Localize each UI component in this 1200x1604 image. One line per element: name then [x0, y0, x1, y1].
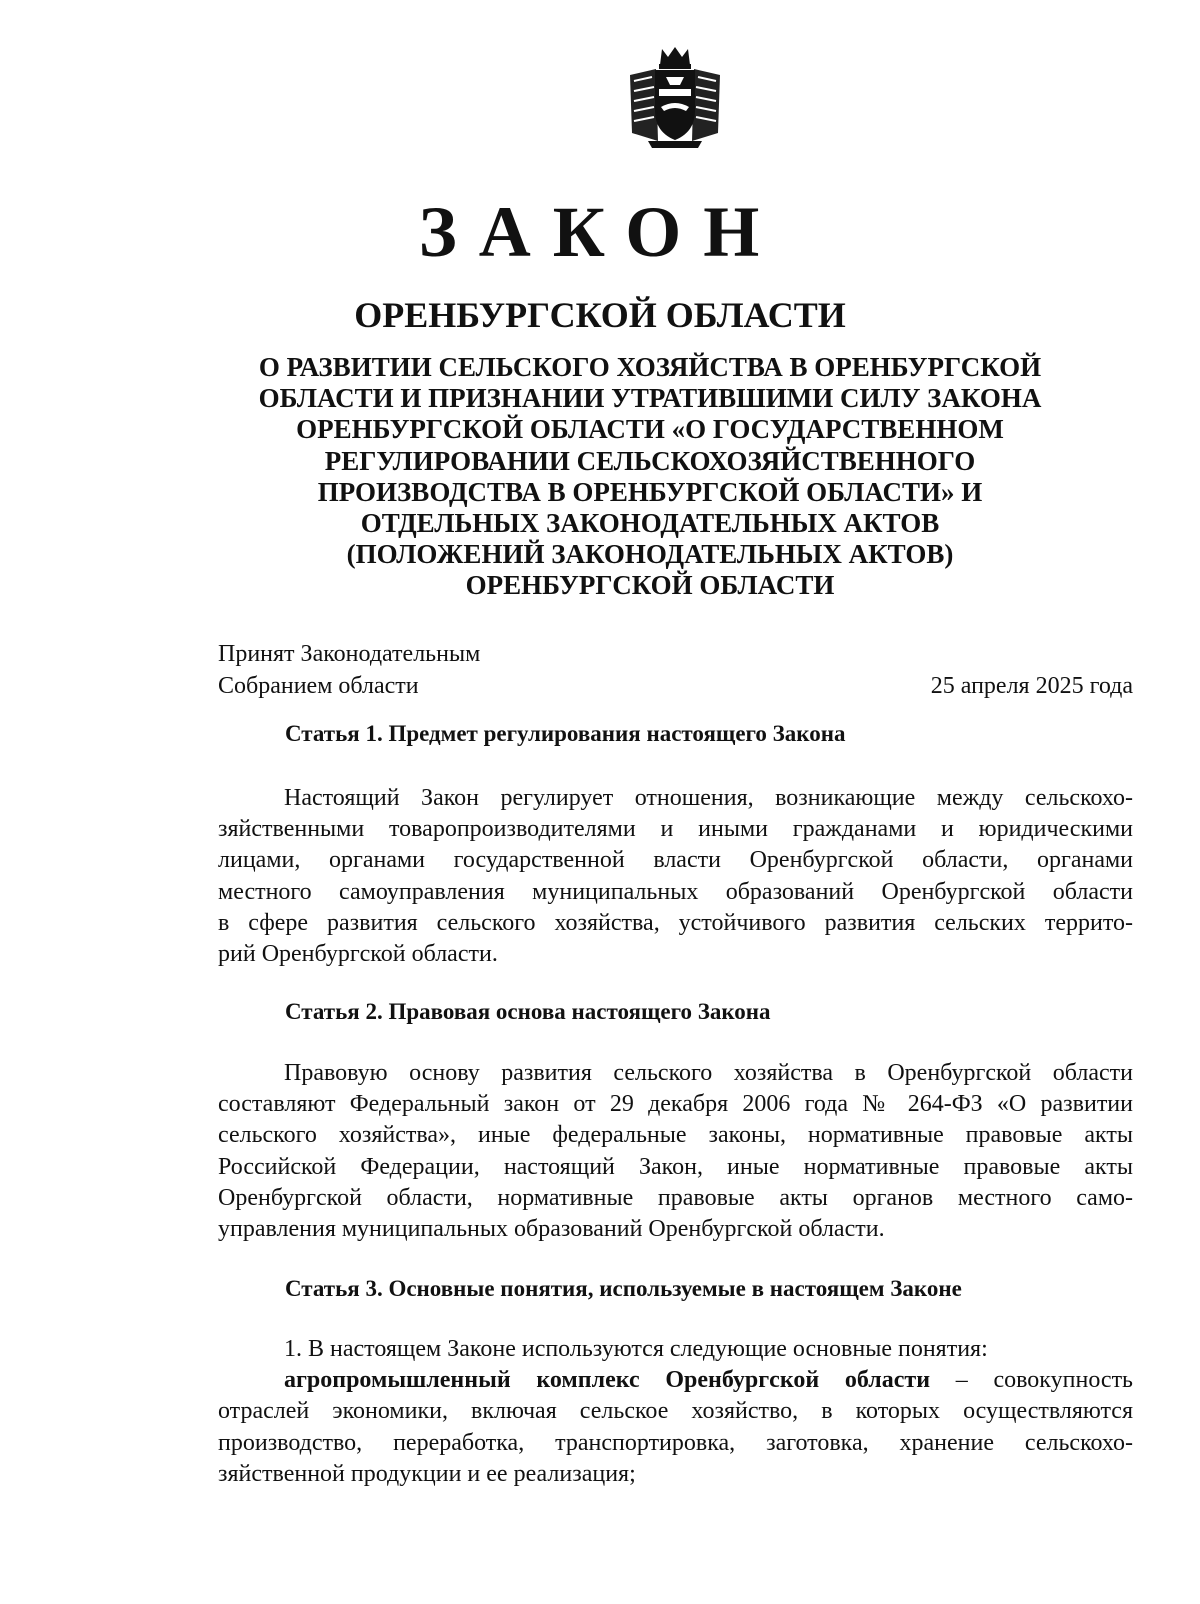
law-name-line: ОБЛАСТИ И ПРИЗНАНИИ УТРАТИВШИМИ СИЛУ ЗАКОНА — [258, 383, 1042, 414]
text-line: в сфере развития сельского хозяйства, устойчивого развития сельских террито- — [218, 909, 1133, 936]
document-title: ЗАКОН — [418, 192, 782, 272]
article-3-heading: Статья 3. Основные понятия, используемые в настоящем Законе — [285, 1276, 962, 1301]
law-name-line: (ПОЛОЖЕНИЙ ЗАКОНОДАТЕЛЬНЫХ АКТОВ) — [346, 539, 954, 570]
article-2-text — [218, 1058, 1133, 1245]
article-2-heading: Статья 2. Правовая основа настоящего Закона — [285, 999, 771, 1024]
law-name — [200, 352, 1100, 602]
text-line: производство, переработка, транспортировка, заготовка, хранение сельскохо- — [218, 1429, 1133, 1456]
article-3-text — [218, 1334, 1133, 1490]
law-name-line: ОТДЕЛЬНЫХ ЗАКОНОДАТЕЛЬНЫХ АКТОВ — [360, 508, 940, 539]
text-line: управления муниципальных образований Оренбургской области. — [218, 1216, 885, 1243]
adoption-note — [218, 638, 480, 702]
law-name-line: О РАЗВИТИИ СЕЛЬСКОГО ХОЗЯЙСТВА В ОРЕНБУРГСКОЙ — [258, 352, 1042, 382]
law-name-line: ПРОИЗВОДСТВА В ОРЕНБУРГСКОЙ ОБЛАСТИ» И — [317, 476, 983, 507]
definition-line — [218, 1365, 1133, 1396]
text-line: составляют Федеральный закон от 29 декабря 2006 года № 264-ФЗ «О развитии — [218, 1091, 1133, 1118]
law-name-line: РЕГУЛИРОВАНИИ СЕЛЬСКОХОЗЯЙСТВЕННОГО — [324, 445, 976, 476]
article-1-heading: Статья 1. Предмет регулирования настоящего Закона — [285, 721, 846, 746]
article-1-text — [218, 783, 1133, 970]
text-line: Российской Федерации, настоящий Закон, иные нормативные правовые акты — [218, 1153, 1133, 1180]
document-subtitle: ОРЕНБУРГСКОЙ ОБЛАСТИ — [354, 295, 846, 335]
text-line: Правовую основу развития сельского хозяйства в Оренбургской области — [284, 1060, 1133, 1086]
text-line: Настоящий Закон регулирует отношения, возникающие между сельскохо- — [284, 785, 1133, 811]
text-line: отраслей экономики, включая сельское хозяйство, в которых осуществляются — [218, 1398, 1133, 1425]
coat-of-arms-icon — [626, 45, 724, 150]
adoption-line: Собранием области — [218, 673, 419, 699]
text-line: Оренбургской области, нормативные правовые акты органов местного само- — [218, 1184, 1133, 1211]
text-line: зяйственной продукции и ее реализация; — [218, 1460, 636, 1487]
text-line: 1. В настоящем Законе используются следующие основные понятия: — [284, 1336, 988, 1362]
law-name-line: ОРЕНБУРГСКОЙ ОБЛАСТИ «О ГОСУДАРСТВЕННОМ — [296, 414, 1004, 445]
text-line: зяйственными товаропроизводителями и иными гражданами и юридическими — [218, 816, 1133, 843]
defined-term: агропромышленный комплекс Оренбургской области — [284, 1367, 931, 1394]
text-line: рий Оренбургской области. — [218, 941, 498, 968]
text-line: сельского хозяйства», иные федеральные законы, нормативные правовые акты — [218, 1122, 1133, 1149]
adoption-line: Принят Законодательным — [218, 641, 481, 667]
text-line: лицами, органами государственной власти Оренбургской области, органами — [218, 847, 1133, 874]
law-name-line: ОРЕНБУРГСКОЙ ОБЛАСТИ — [465, 570, 835, 601]
adoption-date: 25 апреля 2025 года — [930, 673, 1133, 699]
text-line: местного самоуправления муниципальных образований Оренбургской области — [218, 878, 1133, 905]
definition-start: – совокупность — [930, 1367, 1133, 1394]
